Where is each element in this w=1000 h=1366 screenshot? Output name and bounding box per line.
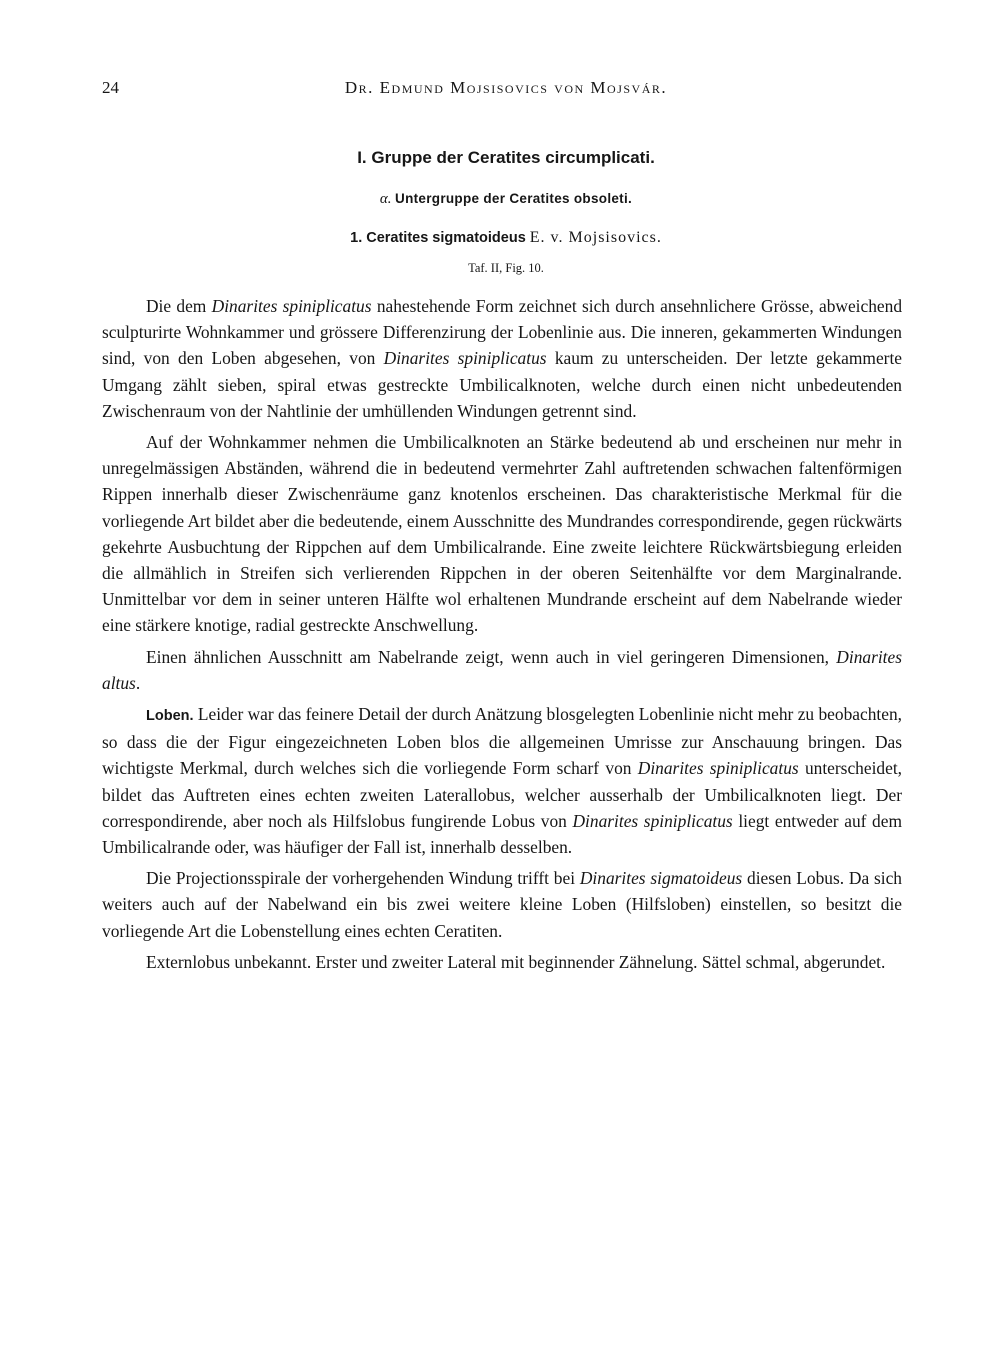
text-run: Die dem — [146, 296, 212, 316]
taxon-name: Dinarites sigmatoideus — [579, 868, 743, 889]
text-run: kaum zu unterscheiden. Der letzte gekammerte Umgang zählt sieben, spiral etwas gestreckte Umbilicalknoten, welche durch einen nicht unbedeutenden Zwischenraum von der Nahtlinie der umhüllenden Windungen getrennt sind. — [102, 348, 903, 421]
paragraph-projection — [102, 865, 902, 944]
paragraph-description — [102, 293, 902, 424]
subgroup-heading — [102, 191, 910, 208]
taxon-name: Dinarites spiniplicatus — [211, 296, 372, 316]
page-header — [102, 78, 910, 102]
plate-reference: Taf. II, Fig. 10. — [468, 261, 544, 275]
species-number: 1. — [350, 230, 363, 246]
taxon-name: Dinarites spiniplicatus — [383, 348, 547, 369]
page-number: 24 — [102, 78, 119, 97]
text-run: Die Projectionsspirale der vorhergehenden Windung trifft bei — [146, 868, 580, 889]
text-run: unterscheidet, bildet das Auftreten eines echten zweiten Laterallobus, welcher ausserhalb der Umbilicalknoten liegt. Der correspondirende, aber noch als Hilfslobus fungirende Lobus von — [102, 758, 903, 831]
text-run: liegt entweder auf dem Umbilicalrande oder, was häufiger der Fall ist, innerhalb desselben. — [102, 810, 902, 858]
taxon-name: Dinarites spiniplicatus — [572, 810, 733, 831]
text-run: Leider war das feinere Detail der durch Anätzung blosgelegten Lobenlinie nicht mehr zu beobachten, so dass die der Figur eingezeichneten Loben blos die allgemeinen Umrisse zur Anschauung bringen. Das wichtigste Merkmal, durch welches sich die vorliegende Form scharf von — [102, 704, 902, 779]
subgroup-title: Untergruppe der Ceratites obsoleti. — [395, 191, 633, 206]
taxon-name: Dinarites spiniplicatus — [637, 758, 799, 779]
taxon-name: Dinarites altus — [102, 646, 902, 693]
running-head: Dr. Edmund Mojsisovics von Mojsvár. — [344, 78, 668, 97]
species-name: Ceratites sigmatoideus — [366, 230, 526, 246]
text-run: Einen ähnlichen Ausschnitt am Nabelrande zeigt, wenn auch in viel geringeren Dimensionen, — [146, 646, 837, 667]
paragraph-comparison — [102, 644, 902, 696]
loben-lead: Loben. — [146, 708, 194, 725]
text-run: . — [135, 672, 141, 693]
text-run: nahestehende Form zeichnet sich durch ansehnlichere Grösse, abweichend sculpturirte Wohnkammer und grössere Differenzirung der Lobenlinie aus. Die inneren, gekammerten Windungen sind, von den Loben abgesehen, von — [102, 296, 903, 369]
species-heading — [102, 229, 910, 247]
paragraph-externlobus: Externlobus unbekannt. Erster und zweiter Lateral mit beginnender Zähnelung. Sättel schmal, abgerundet. — [146, 951, 886, 972]
paragraph-loben — [102, 701, 902, 860]
text-run: diesen Lobus. Da sich weiters auch auf der Nabelwand ein bis zwei weitere kleine Loben (Hilfsloben) einstellen, so besitzt die vorliegende Art die Lobenstellung eines echten Ceratiten. — [102, 868, 903, 941]
paragraph-wohnkammer: Auf der Wohnkammer nehmen die Umbilicalknoten an Stärke bedeutend ab und erscheinen nur mehr in unregelmässigen Abständen, während die in bedeutend vermehrter Zahl auftretenden schwachen faltenförmigen Rippen innerhalb dieser Zwischenräume ganz knotenlos erscheinen. Das charakteristische Merkmal für die vorliegende Art bildet aber die bedeutende, einem Ausschnitte des Mundrandes correspondirende, gegen rückwärts gekehrte Ausbuchtung der Rippchen auf dem Umbilicalrande. Eine zweite leichtere Rückwärtsbiegung erleiden die allmählich in Streifen sich verlierenden Rippchen in der oberen Seitenhälfte vor dem Marginalrande. Unmittelbar vor dem in seiner unteren Hälfte wol erhaltenen Mundrande erscheint auf dem Nabelrande wieder eine stärkere knotige, radial gestreckte Anschwellung. — [102, 432, 902, 636]
species-author: E. v. Mojsisovics. — [529, 229, 662, 246]
group-heading: I. Gruppe der Ceratites circumplicati. — [357, 148, 655, 167]
subgroup-label: α. — [379, 191, 392, 207]
body-text — [102, 293, 902, 980]
